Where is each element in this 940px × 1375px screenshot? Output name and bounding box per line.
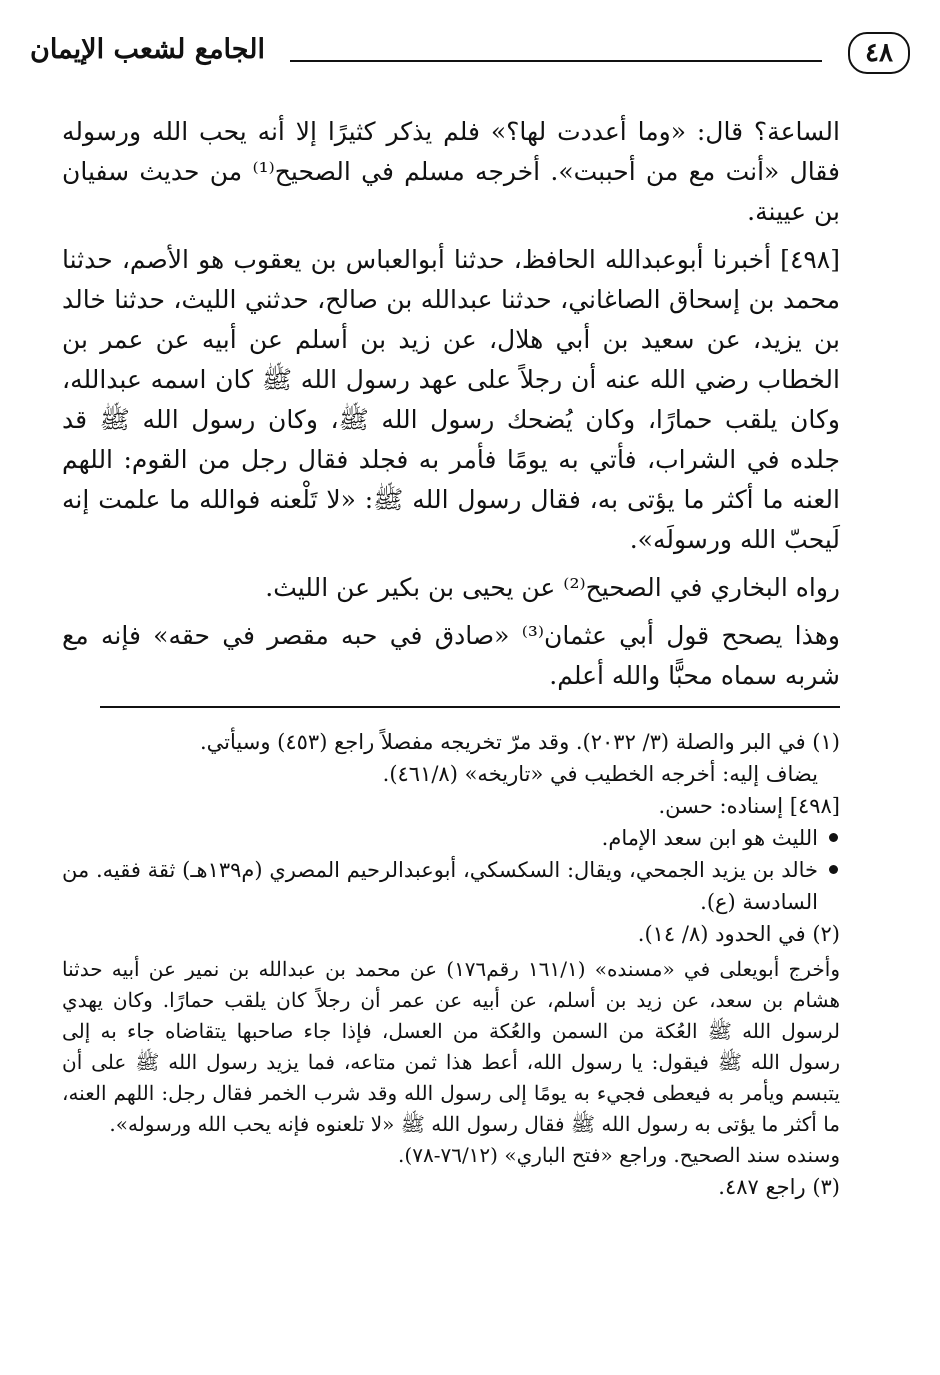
header-rule [290,60,822,62]
footnote-3: (٣) راجع ٤٨٧. [718,1175,840,1199]
bullet-dot-icon [829,865,838,874]
footnote-2: (٢) في الحدود (٨/ ١٤). [637,922,840,946]
bullet-dot-icon [829,833,838,842]
page-number: ٤٨ [848,32,910,74]
paragraph-hadith-498: [٤٩٨] أخبرنا أبوعبدالله الحافظ، حدثنا أبوالعباس بن يعقوب هو الأصم، حدثنا محمد بن إسحاق الصاغاني، حدثنا عبدالله بن صالح، حدثني الليث، حدثنا خالد بن يزيد، عن سعيد بن أبي هلال، عن زيد بن أسلم عن أبيه عن عمر بن الخطاب رضي الله عنه أن رجلاً على عهد رسول الله ﷺ كان اسمه عبدالله، وكان يلقب حمارًا، وكان يُضحك رسول الله ﷺ، وكان رسول الله ﷺ قد جلده في الشراب، فأتي به يومًا فأمر به فجلد فقال رجل من القوم: اللهم العنه ما أكثر ما يؤتى به، فقال رسول الله ﷺ: «لا تَلْعنه فوالله ما علمت إنه لَيحبّ الله ورسولَه». [62,245,840,554]
running-title: الجامع لشعب الإيمان [30,34,265,65]
footnote-498-isnad: [٤٩٨] إسناده: حسن. [658,794,840,818]
page-header [30,30,893,90]
footnote-1-addition: يضاف إليه: أخرجه الخطيب في «تاريخه» (٤٦١/٨). [382,762,818,786]
footnote-bullet-2 [62,854,840,918]
footnote-1: (١) في البر والصلة (٣/ ٢٠٣٢). وقد مرّ تخريجه مفصلاً راجع (٤٥٣) وسيأتي. [199,730,840,754]
paragraph-abu-uthman: وهذا يصحح قول أبي عثمان⁽³⁾ «صادق في حبه مقصر في حقه» فإنه مع شربه سماه محبًّا والله أعلم. [62,621,840,690]
main-text [62,112,840,696]
footnote-bullet-1-text: الليث هو ابن سعد الإمام. [601,826,818,850]
footnote-2-abu-yala: وأخرج أبويعلى في «مسنده» (١٦١/١ رقم١٧٦) عن محمد بن عبدالله بن نمير عن أبيه حدثنا هشام بن سعد، عن زيد بن أسلم، عن أبيه عن عمر أن رجلاً كان يلقب حمارًا. وكان يهدي لرسول الله ﷺ العُكة من السمن والعُكة من العسل، فإذا جاء صاحبها يتقاضاه جاء به إلى رسول الله ﷺ فيقول: يا رسول الله، أعط هذا ثمن متاعه، فما يزيد رسول الله ﷺ على أن يتبسم ويأمر به فيعطى فجيء به يومًا إلى رسول الله وقد شرب الخمر فقال رجل: اللهم العنه، ما أكثر ما يؤتى به رسول الله ﷺ فقال رسول الله ﷺ «لا تلعنوه فإنه يحب الله ورسوله». [62,957,840,1136]
footnote-bullet-2-text: خالد بن يزيد الجمحي، ويقال: السكسكي، أبوعبدالرحيم المصري (م١٣٩هـ) ثقة فقيه. من السادسة (ع). [62,858,818,914]
footnotes [62,726,840,1203]
footnote-separator [100,706,840,708]
footnote-2-sanad: وسنده سند الصحيح. وراجع «فتح الباري» (٧٦/١٢-٧٨). [398,1143,840,1167]
paragraph-bukhari: رواه البخاري في الصحيح⁽²⁾ عن يحيى بن بكير عن الليث. [265,573,840,602]
footnote-bullet-1 [62,822,840,854]
paragraph-1: الساعة؟ قال: «وما أعددت لها؟» فلم يذكر كثيرًا إلا أنه يحب الله ورسوله فقال «أنت مع من أحببت». أخرجه مسلم في الصحيح⁽¹⁾ من حديث سفيان بن عيينة. [62,117,840,226]
